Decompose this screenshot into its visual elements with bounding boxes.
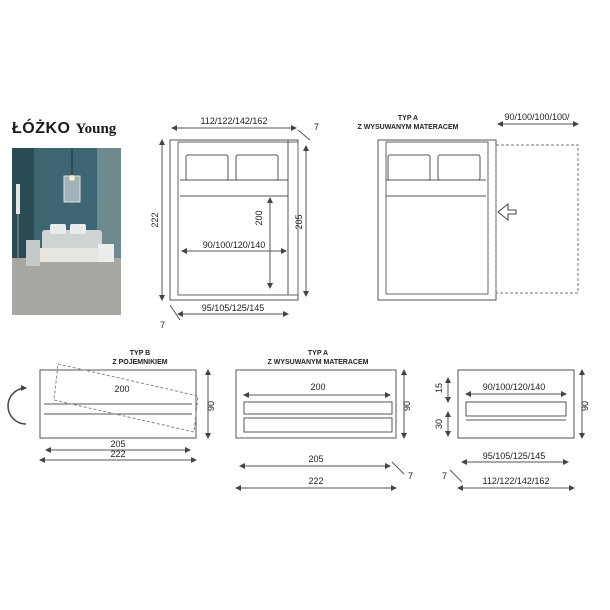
side-b-mattress-length-label: 200 bbox=[114, 384, 130, 394]
dim-offset-top-line bbox=[298, 130, 310, 140]
front-leg-height-label: 30 bbox=[434, 418, 444, 430]
side-b-type-line1: TYP B bbox=[129, 350, 151, 357]
plan-left-pillow-1 bbox=[186, 155, 228, 180]
plan-right-type-line1: TYP A bbox=[397, 115, 419, 122]
side-view-typ-b bbox=[8, 364, 208, 460]
plan-view-left bbox=[162, 128, 310, 320]
front-mattress bbox=[466, 402, 566, 416]
front-offset-label: 7 bbox=[442, 471, 448, 481]
side-a-type-line1: TYP A bbox=[307, 350, 329, 357]
dim-slide-width-label: 90/100/100/100/ bbox=[504, 112, 570, 122]
dim-offset-bottom-label: 7 bbox=[160, 320, 166, 330]
dim-width-label: 112/122/142/162 bbox=[200, 116, 268, 126]
side-a-type-line2: Z WYSUWANYM MATERACEM bbox=[267, 359, 369, 366]
front-dim-offset-line bbox=[450, 470, 462, 482]
plan-view-right bbox=[378, 124, 578, 300]
side-a-mattress-length-label: 200 bbox=[310, 382, 326, 392]
front-total-width-label: 112/122/142/162 bbox=[482, 476, 550, 486]
dim-frame-length-label: 205 bbox=[294, 214, 304, 230]
side-a-offset-label: 7 bbox=[408, 471, 414, 481]
dim-height-label: 222 bbox=[150, 212, 160, 228]
dim-mattress-width-label: 90/100/120/140 bbox=[202, 240, 266, 250]
plan-left-inner bbox=[178, 142, 298, 295]
side-b-lifted-container bbox=[54, 364, 198, 432]
side-a-total-length-label: 222 bbox=[308, 476, 324, 486]
side-b-frame-length-label: 205 bbox=[110, 439, 126, 449]
side-a-drawer-mattress bbox=[244, 418, 392, 432]
side-a-height-label: 90 bbox=[402, 400, 412, 412]
dim-offset-bottom-line bbox=[170, 305, 180, 320]
dim-mattress-length-label: 200 bbox=[254, 210, 264, 226]
side-b-height-label: 90 bbox=[206, 400, 216, 412]
plan-right-pillow-1 bbox=[388, 155, 430, 180]
front-mattress-width-label: 90/100/120/140 bbox=[482, 382, 546, 392]
plan-right-pillow-2 bbox=[438, 155, 480, 180]
front-frame bbox=[458, 370, 574, 438]
plan-left-pillow-2 bbox=[236, 155, 278, 180]
side-a-frame-length-label: 205 bbox=[308, 454, 324, 464]
plan-left-frame bbox=[170, 140, 298, 300]
lift-rotate-arrow-icon bbox=[8, 388, 26, 424]
front-height-label: 90 bbox=[580, 400, 590, 412]
plan-right-inner bbox=[386, 142, 488, 294]
title-model: Young bbox=[75, 121, 117, 137]
front-inner-width-label: 95/105/125/145 bbox=[482, 451, 546, 461]
side-a-mattress bbox=[244, 402, 392, 414]
dim-offset-top-label: 7 bbox=[314, 122, 320, 132]
dim-inner-width-label: 95/105/125/145 bbox=[201, 303, 265, 313]
front-top-gap-label: 15 bbox=[434, 382, 444, 394]
plan-right-frame bbox=[378, 140, 496, 300]
side-b-total-length-label: 222 bbox=[110, 449, 126, 459]
side-b-type-line2: Z POJEMNIKIEM bbox=[112, 359, 168, 366]
side-a-frame bbox=[236, 370, 396, 438]
title-name: ŁÓŻKO bbox=[12, 120, 71, 137]
plan-right-type-line2: Z WYSUWANYM MATERACEM bbox=[357, 124, 459, 131]
side-a-dim-offset-line bbox=[392, 462, 404, 474]
slide-out-arrow-icon bbox=[498, 204, 516, 220]
